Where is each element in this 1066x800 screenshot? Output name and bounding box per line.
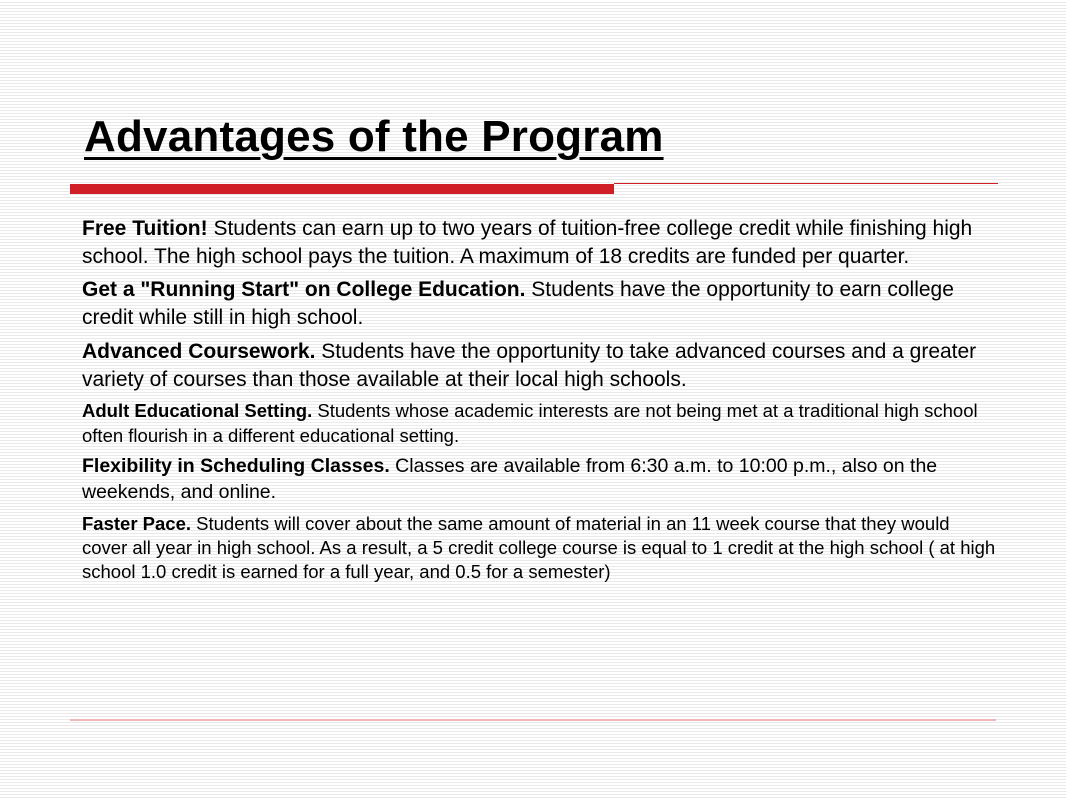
advantage-lead: Get a "Running Start" on College Education. bbox=[82, 278, 526, 302]
title-underline-thin-rule bbox=[614, 183, 998, 184]
advantage-text: Students have the opportunity to take advanced courses and a greater variety of courses than those available at their local high schools. bbox=[82, 339, 977, 391]
advantage-item bbox=[82, 512, 998, 585]
advantage-item bbox=[82, 338, 998, 393]
advantage-item bbox=[82, 215, 998, 270]
advantage-text: Students whose academic interests are not being met at a traditional high school often flourish in a different educational setting. bbox=[82, 400, 978, 446]
advantage-item bbox=[82, 276, 998, 331]
advantage-lead: Faster Pace. bbox=[82, 512, 192, 534]
advantage-lead: Advanced Coursework. bbox=[82, 339, 316, 363]
footer-rule bbox=[70, 719, 996, 721]
slide-title: Advantages of the Program bbox=[84, 112, 664, 161]
advantage-text: Classes are available from 6:30 a.m. to 10:00 p.m., also on the weekends, and online. bbox=[82, 455, 938, 503]
advantage-lead: Free Tuition! bbox=[82, 217, 208, 240]
advantage-lead: Flexibility in Scheduling Classes. bbox=[82, 455, 390, 478]
title-underline-thick-rule bbox=[70, 184, 614, 194]
advantage-item bbox=[82, 399, 998, 448]
advantage-item bbox=[82, 454, 998, 505]
advantage-text: Students have the opportunity to earn college credit while still in high school. bbox=[82, 278, 954, 330]
advantage-lead: Adult Educational Setting. bbox=[82, 400, 313, 422]
advantage-text: Students can earn up to two years of tuition-free college credit while finishing high school. The high school pays the tuition. A maximum of 18 credits are funded per quarter. bbox=[82, 217, 973, 268]
advantage-text: Students will cover about the same amount of material in an 11 week course that they would cover all year in high school. As a result, a 5 credit college course is equal to 1 credit at the high school ( at high school 1.0 credit is earned for a full year, and 0.5 for a semester) bbox=[82, 512, 996, 583]
slide-body bbox=[82, 215, 998, 591]
